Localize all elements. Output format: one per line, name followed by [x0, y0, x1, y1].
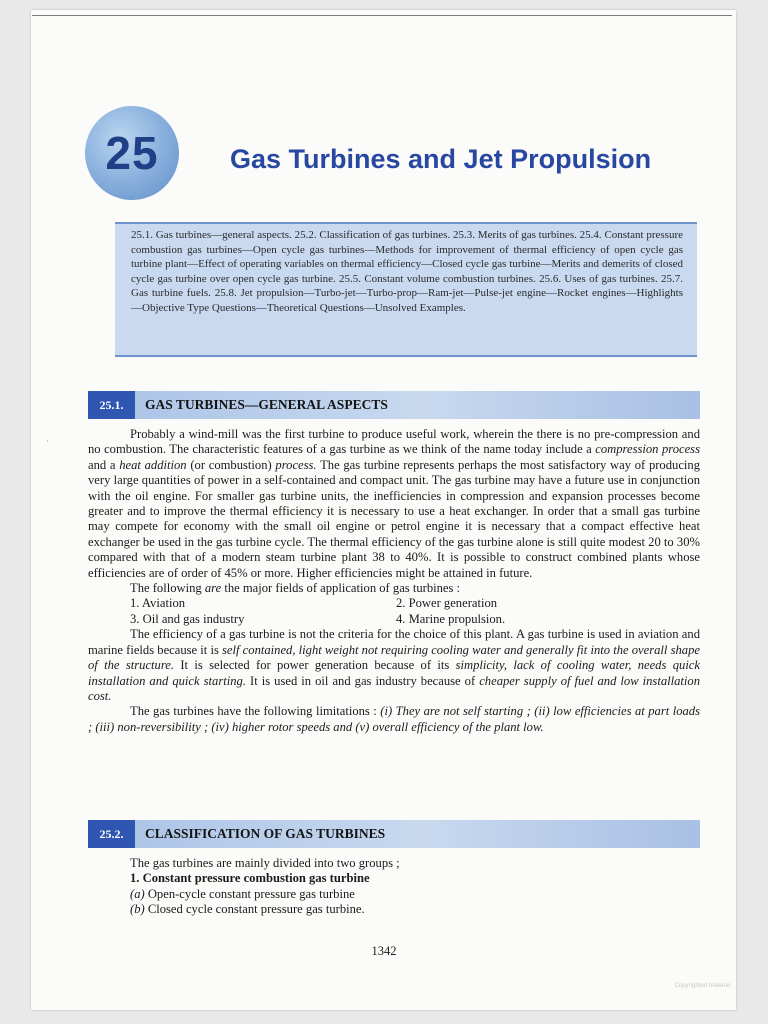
- paragraph-limitations: The gas turbines have the following limitations : (i) They are not self starting ; (ii) low efficiencies at part loads ; (iii) non-reversibility ; (iv) higher rotor speeds and (v) overall efficiency of the plant low.: [88, 704, 700, 734]
- group-1-heading: 1. Constant pressure combustion gas turbine: [130, 871, 370, 886]
- list-item: 4. Marine propulsion.: [396, 611, 506, 626]
- section-number: 25.2.: [88, 820, 135, 848]
- paragraph-intro: Probably a wind-mill was the first turbine to produce useful work, wherein the there is no pre-compression and no combustion. The characteristic features of a gas turbine as we think of the name today include a compression process and a heat addition (or combustion) process. The gas turbine represents perhaps the most satisfactory way of producing very large quantities of power in a self-contained and compact unit. The gas turbine may have a future use in conjunction with the oil engine. For smaller gas turbine units, the inefficiencies in compression and expansion processes become greater and to improve the thermal efficiency it is necessary to use a heat exchanger. In order that a small gas turbine may compete for economy with the small oil engine or petrol engine it is necessary that a compact effective heat exchanger be used in the gas turbine cycle. The thermal efficiency of the gas turbine alone is still quite modest 20 to 30% compared with that of a modern steam turbine plant 38 to 40%. It is possible to construct combined plants whose efficiencies are of order of 45% or more. Higher efficiencies might be attained in future.: [88, 427, 701, 580]
- page-number: 1342: [371, 944, 397, 958]
- fields-list-row: [88, 596, 700, 611]
- chapter-title: Gas Turbines and Jet Propulsion: [230, 144, 652, 174]
- list-item: (b) Closed cycle constant pressure gas turbine.: [130, 902, 365, 917]
- list-item: 2. Power generation: [396, 596, 498, 611]
- fields-list-row: [88, 612, 700, 627]
- paragraph-fields: The following are the major fields of application of gas turbines :: [130, 581, 461, 596]
- section-25-2-body: [88, 856, 700, 918]
- section-25-1-body: [88, 427, 700, 735]
- scan-edge-line: [32, 15, 732, 16]
- list-item: 3. Oil and gas industry: [130, 611, 245, 626]
- chapter-contents-box: [115, 222, 697, 357]
- scan-speck: ·: [46, 436, 49, 446]
- chapter-contents-text: 25.1. Gas turbines—general aspects. 25.2. Classification of gas turbines. 25.3. Merits of gas turbines. 25.4. Constant pressure combustion gas turbines—Open cycle gas turbines—Methods for improvement of thermal efficiency of open cycle gas turbine plant—Effect of operating variables on thermal efficiency—Closed cycle gas turbine—Merits and demerits of closed cycle gas turbine over open cycle gas turbine. 25.5. Constant volume combustion turbines. 25.6. Uses of gas turbines. 25.7. Gas turbine fuels. 25.8. Jet propulsion—Turbo-jet—Turbo-prop—Ram-jet—Pulse-jet engine—Rocket engines—Highlights—Objective Type Questions—Theoretical Questions—Unsolved Examples.: [131, 229, 683, 314]
- list-item: (a) Open-cycle constant pressure gas turbine: [130, 886, 355, 901]
- chapter-number-badge: 25: [85, 106, 179, 200]
- section-heading-25-1: [88, 391, 700, 419]
- section-title: CLASSIFICATION OF GAS TURBINES: [145, 826, 386, 841]
- section-number: 25.1.: [88, 391, 135, 419]
- copyright-watermark: Copyrighted material: [674, 983, 730, 989]
- list-item: 1. Aviation: [130, 596, 186, 611]
- section-title: GAS TURBINES—GENERAL ASPECTS: [145, 397, 388, 412]
- paragraph-efficiency: The efficiency of a gas turbine is not the criteria for the choice of this plant. A gas turbine is used in aviation and marine fields because it is self contained, light weight not requiring cooling water and generally fit into the overall shape of the structure. It is selected for power generation because of its simplicity, lack of cooling water, needs quick installation and quick starting. It is used in oil and gas industry because of cheaper supply of fuel and low installation cost.: [88, 627, 701, 703]
- section-heading-25-2: [88, 820, 700, 848]
- paragraph-classification-intro: The gas turbines are mainly divided into two groups ;: [130, 856, 400, 870]
